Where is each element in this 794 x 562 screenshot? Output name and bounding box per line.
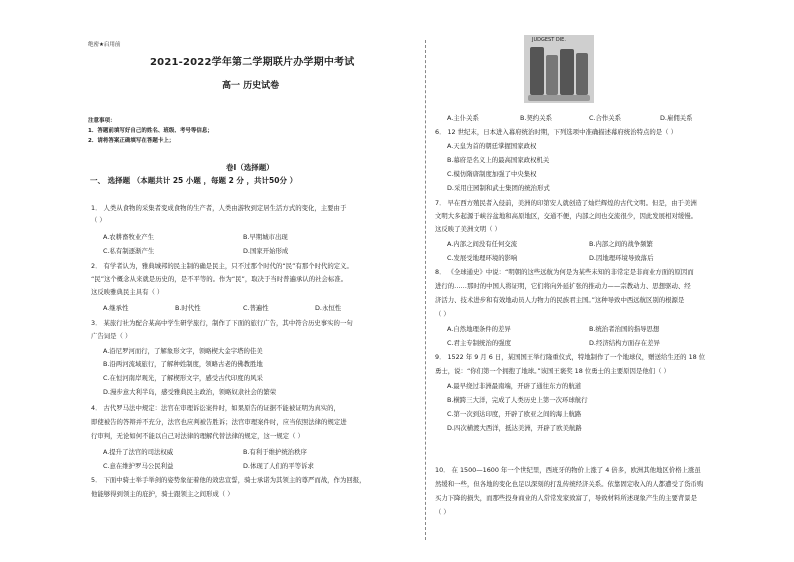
answer-option: A.农耕畜牧业产生 bbox=[103, 233, 155, 241]
question-stem: 这反映了美洲文明（ ） bbox=[435, 225, 501, 233]
answer-option: D.采用庄园制和武士集团的统治形式 bbox=[447, 184, 550, 192]
question-stem: 8． 《全球通史》中说：“明朝的这些远航为何是为某些未知的非常定是非商业方面的原因而 bbox=[435, 268, 694, 276]
knight-figure bbox=[560, 49, 574, 95]
secret-label: 绝密★启用前 bbox=[88, 42, 121, 48]
question-stem: 5． 下面中骑士举手举剑的姿势象征着他的效忠宣誓，骑士承诺为其领主的尊严而战，作为回报， bbox=[91, 476, 366, 484]
answer-option: D.国家开始形成 bbox=[243, 247, 289, 255]
answer-option: C.君主专制统治的强度 bbox=[447, 339, 512, 347]
illustration-caption: JUDGEST DIE. bbox=[532, 37, 566, 43]
question-stem: 他能够得到领主的庇护，骑士跟领主之间形成（ ） bbox=[91, 490, 234, 498]
answer-option: B.统治者治国的指导思想 bbox=[589, 325, 660, 333]
knight-figure bbox=[530, 47, 544, 95]
answer-option: C.第一次到达印度，开辟了欧亚之间的海上航路 bbox=[447, 410, 582, 418]
question-stem: 勇士，说：“你们第一个拥抱了地球。”该国王褒奖 18 位勇士的主要原因是他们（ ） bbox=[435, 367, 670, 375]
question-stem: 这反映雅典民主具有（ ） bbox=[91, 288, 164, 296]
question-stem: 1． 人类从食物的采集者变成食物的生产者，人类由游牧到定居生活方式的变化，主要由于 bbox=[91, 204, 347, 212]
answer-option: D.漫步意大利半岛，感受雅典民主政治，领略奴隶社会的繁荣 bbox=[103, 388, 277, 396]
question-stem: （ ） bbox=[435, 310, 450, 318]
note-item: 1．答题前填写好自己的姓名、班级、考号等信息； bbox=[88, 128, 213, 134]
answer-option: A.天皇为首的朝廷掌握国家政权 bbox=[447, 142, 537, 150]
answer-option: B.横跨三大洋，完成了人类历史上第一次环球航行 bbox=[447, 396, 588, 404]
question-stem: （ ） bbox=[91, 216, 106, 224]
answer-option: D.体现了人们的平等诉求 bbox=[243, 462, 314, 470]
answer-option: A.提升了法官的司法权威 bbox=[103, 448, 174, 456]
answer-option: A.继承性 bbox=[103, 304, 129, 312]
question-stem: （ ） bbox=[435, 508, 450, 516]
question-stem: 济活力、技术进步和有效地动员人力物力的民族君主国。”这种导致中西远航区别的根源是 bbox=[435, 296, 685, 304]
answer-option: C.在恒河南岸观光，了解楔形文字，感受古代印度的风采 bbox=[103, 374, 263, 382]
answer-option: B.幕府是名义上的最高国家政权机关 bbox=[447, 156, 550, 164]
note-item: 2．请将答案正确填写在答题卡上； bbox=[88, 138, 175, 144]
volume-label: 卷I（选择题） bbox=[226, 163, 274, 172]
knight-figure bbox=[576, 53, 588, 95]
answer-option: A.主仆关系 bbox=[447, 114, 479, 122]
answer-option: B.早期城市出现 bbox=[243, 233, 288, 241]
question-stem: 2． 有学者认为，雅典城邦的民主制的确是民主，只不过那个时代的“民”有那个时代的定义。 bbox=[91, 262, 353, 270]
section-heading: 一、 选择题 （本题共计 25 小题 ，每题 2 分 ，共计50分 ） bbox=[90, 176, 298, 185]
question-stem: 3． 某旅行社为配合某高中学生研学旅行，制作了下面的旅行广告，其中符合历史事实的一句 bbox=[91, 319, 353, 327]
knight-oath-illustration bbox=[524, 35, 594, 103]
answer-option: C.私有制逐渐产生 bbox=[103, 247, 155, 255]
exam-subtitle: 高一 历史试卷 bbox=[222, 81, 280, 91]
notes-title: 注意事项： bbox=[88, 118, 116, 124]
answer-option: C.发展受地理环境的影响 bbox=[447, 254, 518, 262]
answer-option: A.最早绕过非洲最南端，开辟了通往东方的航道 bbox=[447, 382, 582, 390]
answer-option: C.合作关系 bbox=[589, 114, 622, 122]
answer-option: D.经济结构方面存在差异 bbox=[589, 339, 660, 347]
answer-option: B.契约关系 bbox=[520, 114, 552, 122]
answer-option: A.内部之间没有任何交流 bbox=[447, 240, 518, 248]
question-stem: 文明大多起源于峡谷盆地和高原地区，交通不便，内部之间也交流很少，因此发展相对缓慢。 bbox=[435, 212, 698, 220]
question-stem: 然缓和一些，但各地的变化也足以深刻的打乱传统经济关系。依靠固定收入的人都遭受了货币购 bbox=[435, 480, 704, 488]
answer-option: D.四次横渡大西洋，抵达美洲，开辟了欧美航路 bbox=[447, 424, 582, 432]
answer-option: C.普遍性 bbox=[243, 304, 269, 312]
answer-option: B.有利于维护统治秩序 bbox=[243, 448, 307, 456]
question-stem: 7． 早在西方殖民者入侵前，美洲的印第安人就创造了灿烂辉煌的古代文明。但是，由于美洲 bbox=[435, 199, 697, 207]
question-stem: 即使被告的答辩并不充分，法官也应判被告胜诉；法官审理案件时，应当依照法律的规定进 bbox=[91, 418, 347, 426]
answer-option: C.意在维护罗马公民利益 bbox=[103, 462, 174, 470]
question-stem: 进行的……那时的中国人将证明，它们将向外延扩张的推动力——宗教动力、思想驱动、经 bbox=[435, 282, 691, 290]
question-stem: 10． 在 1500—1600 年一个世纪里，西班牙的物价上涨了 4 倍多，欧洲其他地区价格上涨虽 bbox=[435, 466, 701, 474]
question-stem: 行审判，无论如何不能以自己对法律的理解代替法律的规定，这一规定（ ） bbox=[91, 432, 304, 440]
column-divider bbox=[425, 40, 426, 540]
exam-title: 2021-2022学年第二学期联片办学期中考试 bbox=[150, 57, 355, 68]
answer-option: A.沿尼罗河而行，了解象形文字，领略楔大金字塔的佳美 bbox=[103, 347, 263, 355]
answer-option: B.内部之间的战争频繁 bbox=[589, 240, 653, 248]
question-stem: 广告词是（ ） bbox=[91, 332, 132, 340]
answer-option: B.时代性 bbox=[175, 304, 201, 312]
answer-option: C.模仿隋唐制度加强了中央集权 bbox=[447, 170, 537, 178]
floor bbox=[528, 95, 590, 101]
answer-option: D.雇佣关系 bbox=[660, 114, 693, 122]
question-stem: “民”这个概念从来就是历史的，是不平等的。作为“民”，取决于当时普遍承认的社会标准。 bbox=[91, 275, 348, 283]
answer-option: D.因地理环境导致落后 bbox=[589, 254, 654, 262]
question-stem: 6． 12 世纪末，日本进入幕府统治时期，下列选项中准确描述幕府统治特点的是（ ） bbox=[435, 128, 677, 136]
knight-figure bbox=[546, 55, 558, 95]
question-stem: 4． 古代罗马法中规定：法官在审理诉讼案件时，如果原告的证据不能被证明为真实的， bbox=[91, 404, 340, 412]
question-stem: 买力下降的损失，而那些投身商业的人常常发家致富了，导致材料所述现象产生的主要背景是 bbox=[435, 494, 698, 502]
answer-option: A.自然地理条件的差异 bbox=[447, 325, 511, 333]
answer-option: D.永恒性 bbox=[315, 304, 342, 312]
answer-option: B.沿两河流域旅行，了解种姓制度，领略古老的佛教胜地 bbox=[103, 360, 263, 368]
question-stem: 9． 1522 年 9 月 6 日，某国国王举行隆重仪式，特地制作了一个地球仪，赠送给生还的 18 位 bbox=[435, 353, 706, 361]
